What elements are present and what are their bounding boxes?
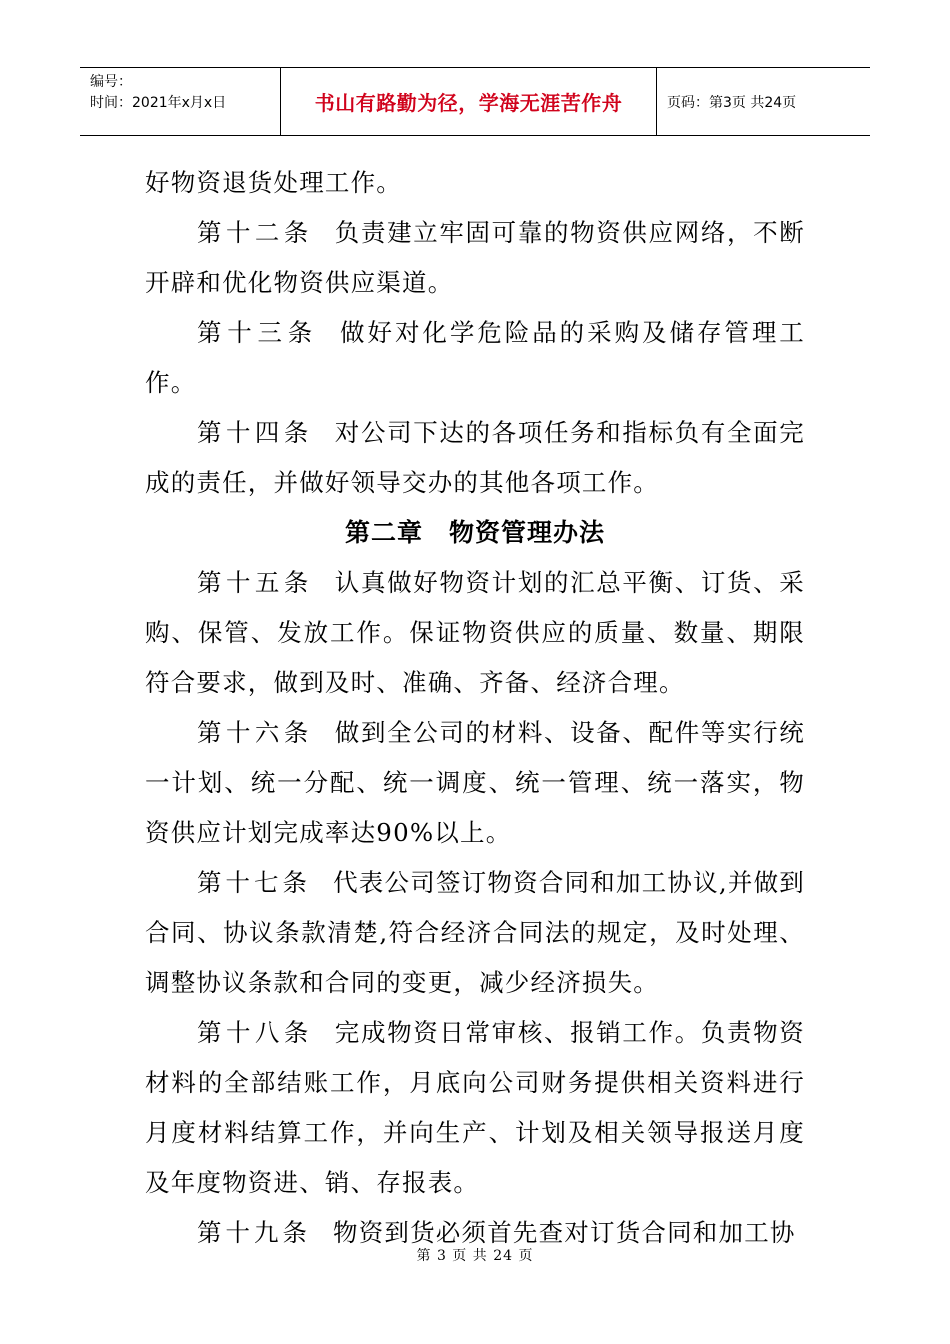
page-header	[80, 67, 870, 136]
article-text: 物资到货必须首先查对订货合同和加工协	[333, 1218, 796, 1247]
header-meta	[80, 68, 280, 135]
article-12	[145, 208, 805, 308]
header-motto: 书山有路勤为径，学海无涯苦作舟	[280, 68, 657, 135]
article-text: 代表公司签订物资合同和加工协议,并做到合同、协议条款清楚,符合经济合同法的规定，及时处理、调整协议条款和合同的变更，减少经济损失。	[145, 868, 805, 997]
paragraph-continuation: 好物资退货处理工作。	[145, 168, 402, 197]
page-footer: 第 3 页 共 24 页	[416, 1248, 534, 1264]
article-number: 第十七条	[197, 868, 312, 897]
article-text: 做好对化学危险品的采购及储存管理工作。	[145, 318, 806, 397]
document-body	[145, 158, 805, 1258]
article-text: 完成物资日常审核、报销工作。负责物资材料的全部结账工作，月底向公司财务提供相关资料进行月度材料结算工作，并向生产、计划及相关领导报送月度及年度物资进、销、存报表。	[145, 1018, 805, 1197]
article-number: 第十二条	[197, 218, 313, 247]
header-page-info: 页码：第3页 共24页	[667, 94, 797, 111]
article-text: 做到全公司的材料、设备、配件等实行统一计划、统一分配、统一调度、统一管理、统一落实，物资供应计划完成率达90%以上。	[145, 718, 805, 847]
article-number: 第十九条	[197, 1218, 311, 1247]
article-text: 认真做好物资计划的汇总平衡、订货、采购、保管、发放工作。保证物资供应的质量、数量、期限符合要求，做到及时、准确、齐备、经济合理。	[145, 568, 805, 697]
article-number: 第十六条	[197, 718, 313, 747]
article-text: 负责建立牢固可靠的物资供应网络，不断开辟和优化物资供应渠道。	[145, 218, 805, 297]
article-number: 第十五条	[197, 568, 313, 597]
article-18	[145, 1008, 805, 1208]
article-14	[145, 408, 805, 508]
article-number: 第十四条	[197, 418, 313, 447]
article-17	[145, 858, 805, 1008]
chapter-title: 第二章 物资管理办法	[344, 518, 605, 547]
article-16	[145, 708, 805, 858]
article-13	[145, 308, 805, 408]
article-text: 对公司下达的各项任务和指标负有全面完成的责任，并做好领导交办的其他各项工作。	[145, 418, 805, 497]
document-date: 时间：2021年x月x日	[90, 95, 227, 111]
article-15	[145, 558, 805, 708]
document-number-label: 编号：	[90, 74, 132, 90]
article-number: 第十八条	[197, 1018, 313, 1047]
article-number: 第十三条	[197, 318, 319, 347]
